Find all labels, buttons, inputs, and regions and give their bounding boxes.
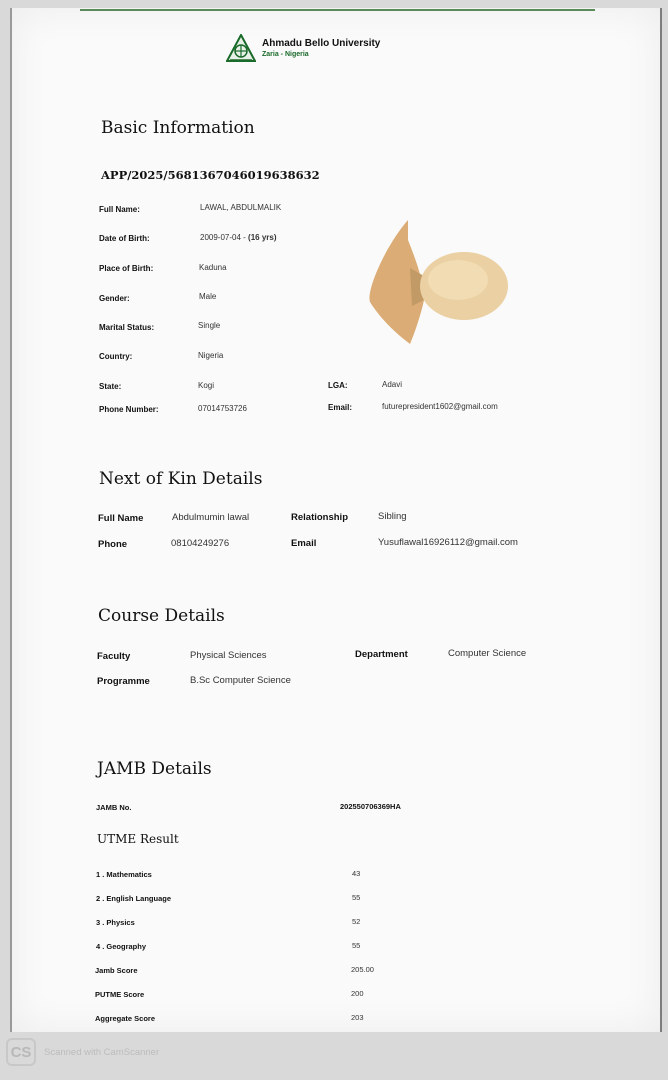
basic-info-heading: Basic Information xyxy=(101,118,255,138)
department-label: Department xyxy=(355,649,408,660)
camscanner-text: Scanned with CamScanner xyxy=(44,1046,160,1058)
jamb-heading: JAMB Details xyxy=(97,759,212,779)
dob-value xyxy=(200,233,277,242)
jamb-no-value: 202550706369HA xyxy=(340,802,401,811)
university-name: Ahmadu Bello University xyxy=(262,38,381,49)
letterhead xyxy=(226,34,380,62)
subject-label: 2 . English Language xyxy=(96,894,172,903)
phone-value: 07014753726 xyxy=(198,404,247,413)
kin-email-label: Email xyxy=(291,538,317,549)
application-number: APP/2025/5681367046019638632 xyxy=(101,168,320,182)
putme-label: PUTME Score xyxy=(95,990,145,999)
state-label: State: xyxy=(99,382,122,391)
department-value: Computer Science xyxy=(448,648,527,659)
aggregate-value: 203 xyxy=(351,1013,364,1022)
state-value: Kogi xyxy=(198,381,215,390)
document-page xyxy=(10,8,662,1032)
email-label: Email: xyxy=(328,403,353,412)
full-name-value: LAWAL, ABDULMALIK xyxy=(200,203,282,212)
faculty-value: Physical Sciences xyxy=(190,650,267,661)
age: (16 yrs) xyxy=(248,233,277,242)
utme-heading: UTME Result xyxy=(97,832,179,846)
kin-relationship-value: Sibling xyxy=(378,511,407,522)
full-name-label: Full Name: xyxy=(99,205,140,214)
pob-label: Place of Birth: xyxy=(99,264,154,273)
top-rule xyxy=(80,9,595,11)
putme-value: 200 xyxy=(351,989,364,998)
phone-label: Phone Number: xyxy=(99,405,159,414)
subject-score: 55 xyxy=(352,941,361,950)
university-location: Zaria - Nigeria xyxy=(262,51,309,58)
subject-label: 4 . Geography xyxy=(96,942,147,951)
dob-label: Date of Birth: xyxy=(99,234,150,243)
pob-value: Kaduna xyxy=(199,263,227,272)
course-heading: Course Details xyxy=(98,606,225,626)
dob-date: 2009-07-04 - xyxy=(200,233,246,242)
camscanner-logo-icon: CS xyxy=(6,1038,36,1066)
subject-score: 52 xyxy=(352,917,361,926)
camscanner-watermark xyxy=(6,1038,159,1066)
programme-value: B.Sc Computer Science xyxy=(190,675,291,686)
jamb-no-label: JAMB No. xyxy=(96,803,132,812)
kin-phone-label: Phone xyxy=(98,539,128,550)
kin-heading: Next of Kin Details xyxy=(99,469,263,489)
marital-label: Marital Status: xyxy=(99,323,155,332)
gender-label: Gender: xyxy=(99,294,130,303)
passport-photo xyxy=(366,220,512,365)
aggregate-label: Aggregate Score xyxy=(95,1014,156,1023)
jamb-score-value: 205.00 xyxy=(351,965,374,974)
country-value: Nigeria xyxy=(198,351,224,360)
lga-label: LGA: xyxy=(328,381,348,390)
country-label: Country: xyxy=(99,352,133,361)
marital-value: Single xyxy=(198,321,221,330)
email-value: futurepresident1602@gmail.com xyxy=(382,402,498,411)
kin-full-name-value: Abdulmumin lawal xyxy=(172,512,250,523)
kin-phone-value: 08104249276 xyxy=(171,538,230,549)
programme-label: Programme xyxy=(97,676,150,687)
kin-full-name-label: Full Name xyxy=(98,513,144,524)
gender-value: Male xyxy=(199,292,217,301)
kin-relationship-label: Relationship xyxy=(291,512,349,523)
lga-value: Adavi xyxy=(382,380,403,389)
subject-score: 43 xyxy=(352,869,361,878)
kin-email-value: Yusuflawal16926112@gmail.com xyxy=(378,537,518,548)
faculty-label: Faculty xyxy=(97,651,131,662)
subject-label: 3 . Physics xyxy=(96,918,135,927)
subject-label: 1 . Mathematics xyxy=(96,870,152,879)
abu-crest-icon xyxy=(226,34,256,62)
jamb-score-label: Jamb Score xyxy=(95,966,138,975)
subject-score: 55 xyxy=(352,893,361,902)
